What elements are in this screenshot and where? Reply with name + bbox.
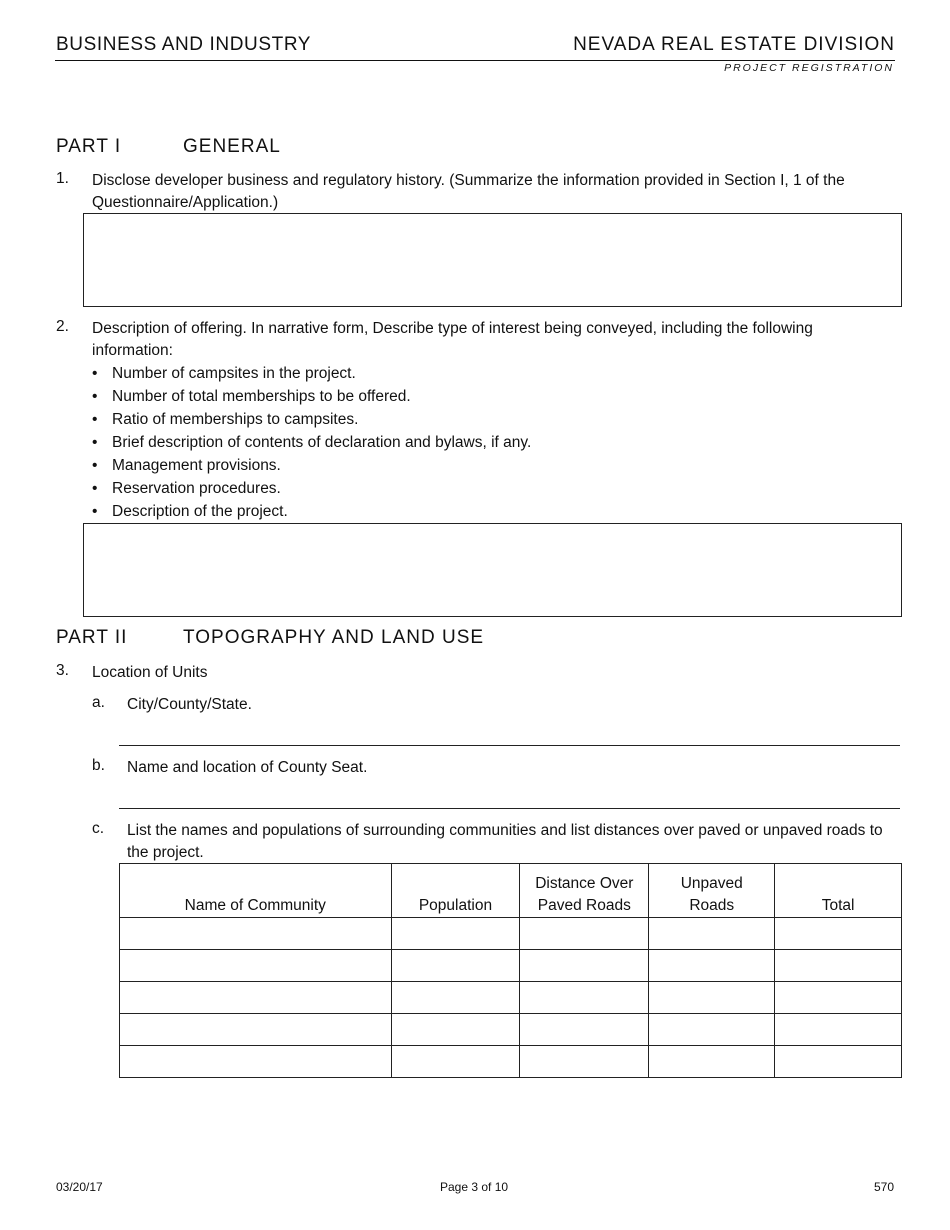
part-2-heading — [56, 627, 484, 649]
q1-text: Disclose developer business and regulatory history. (Summarize the information provided in Section I, 1 of the Questionnaire/Application.) — [92, 172, 845, 211]
list-item: • Management provisions. — [92, 454, 882, 477]
q2-bullet-list — [92, 362, 882, 523]
q3-text: Location of Units — [92, 664, 208, 681]
q3a-letter: a. — [92, 694, 105, 711]
table-cell[interactable] — [391, 1014, 520, 1046]
q3b-letter: b. — [92, 757, 105, 774]
q1-number: 1. — [56, 170, 69, 187]
q2-answer-box[interactable] — [83, 523, 902, 617]
header-subtitle: PROJECT REGISTRATION — [724, 62, 894, 74]
header-rule — [55, 60, 895, 61]
q3-number: 3. — [56, 662, 69, 679]
q1-answer-box[interactable] — [83, 213, 902, 307]
col-header-total: Total — [775, 864, 902, 918]
part-1-title: GENERAL — [183, 136, 281, 157]
table-row — [120, 950, 902, 982]
table-cell[interactable] — [120, 982, 392, 1014]
q3a-text: City/County/State. — [127, 696, 252, 713]
footer-form-number: 570 — [873, 1180, 894, 1194]
list-item: • Brief description of contents of declaration and bylaws, if any. — [92, 431, 882, 454]
list-item: • Number of campsites in the project. — [92, 362, 882, 385]
col-header-population: Population — [391, 864, 520, 918]
list-item: • Number of total memberships to be offered. — [92, 385, 882, 408]
list-item: • Ratio of memberships to campsites. — [92, 408, 882, 431]
table-cell[interactable] — [775, 950, 902, 982]
q3c-text: List the names and populations of surrounding communities and list distances over paved or unpaved roads to the project. — [127, 822, 883, 861]
table-cell[interactable] — [391, 918, 520, 950]
table-cell[interactable] — [649, 950, 775, 982]
table-cell[interactable] — [775, 1046, 902, 1078]
list-item: • Description of the project. — [92, 500, 882, 523]
part-1-heading — [56, 136, 281, 158]
table-cell[interactable] — [520, 918, 649, 950]
header-business-industry: BUSINESS AND INDUSTRY — [56, 34, 312, 55]
header-division: NEVADA REAL ESTATE DIVISION — [573, 34, 895, 55]
table-cell[interactable] — [775, 1014, 902, 1046]
table-row — [120, 918, 902, 950]
table-row — [120, 982, 902, 1014]
part-2-number: PART II — [56, 627, 128, 648]
table-cell[interactable] — [120, 950, 392, 982]
table-cell[interactable] — [649, 982, 775, 1014]
community-table — [119, 863, 902, 1078]
table-cell[interactable] — [391, 950, 520, 982]
table-cell[interactable] — [520, 950, 649, 982]
table-row — [120, 1046, 902, 1078]
col-header-name: Name of Community — [120, 864, 392, 918]
table-cell[interactable] — [120, 1014, 392, 1046]
table-row — [120, 1014, 902, 1046]
q3b-answer-line[interactable] — [119, 808, 900, 809]
table-cell[interactable] — [775, 918, 902, 950]
footer-date: 03/20/17 — [56, 1180, 103, 1194]
table-cell[interactable] — [120, 918, 392, 950]
q3b-text: Name and location of County Seat. — [127, 759, 368, 776]
table-cell[interactable] — [391, 1046, 520, 1078]
table-cell[interactable] — [649, 1046, 775, 1078]
part-1-number: PART I — [56, 136, 122, 157]
table-cell[interactable] — [520, 982, 649, 1014]
table-cell[interactable] — [649, 918, 775, 950]
footer-page-number: Page 3 of 10 — [440, 1180, 509, 1194]
part-2-title: TOPOGRAPHY AND LAND USE — [183, 627, 485, 648]
table-cell[interactable] — [391, 982, 520, 1014]
table-cell[interactable] — [120, 1046, 392, 1078]
q3a-answer-line[interactable] — [119, 745, 900, 746]
table-cell[interactable] — [520, 1014, 649, 1046]
col-header-paved: Distance Over Paved Roads — [520, 864, 649, 918]
col-header-unpaved: Unpaved Roads — [649, 864, 775, 918]
table-cell[interactable] — [775, 982, 902, 1014]
q2-text: Description of offering. In narrative form, Describe type of interest being conveyed, including the following information: — [92, 320, 813, 359]
list-item: • Reservation procedures. — [92, 477, 882, 500]
table-cell[interactable] — [649, 1014, 775, 1046]
q3c-letter: c. — [92, 820, 105, 837]
table-cell[interactable] — [520, 1046, 649, 1078]
q2-number: 2. — [56, 318, 69, 335]
